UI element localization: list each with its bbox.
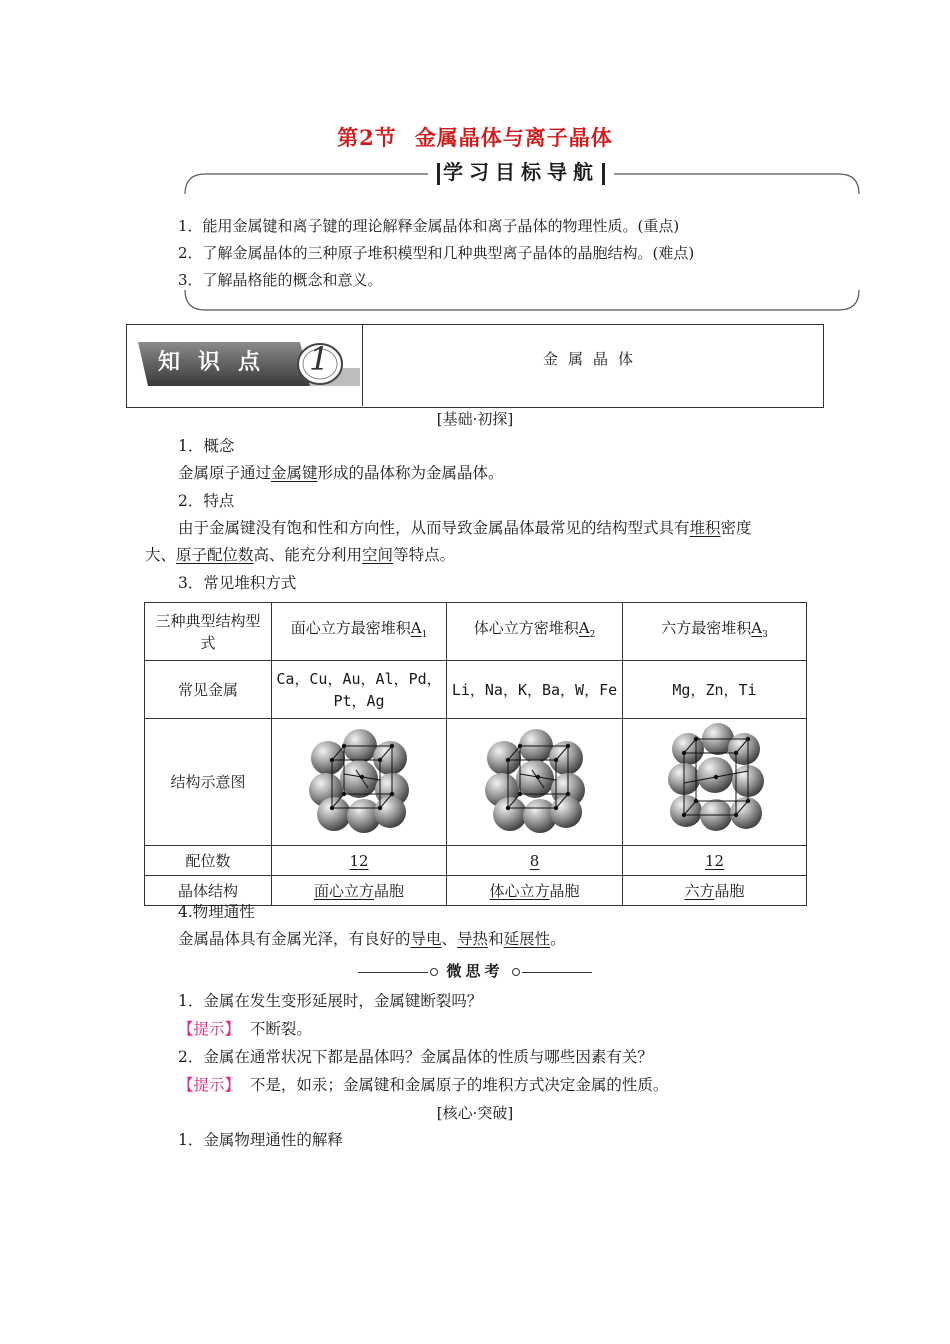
learning-goals-banner (428, 157, 614, 187)
table-row (145, 661, 807, 719)
core-tag: [核心·突破] (436, 1104, 514, 1122)
table-cell: 体心立方晶胞 (447, 876, 623, 906)
table-cell (623, 719, 807, 846)
table-cell: 结构示意图 (145, 719, 272, 846)
table-cell: 面心立方最密堆积$A_1$ (272, 603, 447, 661)
think-question-1: 1．金属在发生变形延展时，金属键断裂吗？ (178, 992, 483, 1010)
table-cell: 12 (623, 846, 807, 876)
table-cell: 8 (447, 846, 623, 876)
hint-tag: 【提示】 (178, 1020, 241, 1038)
table-row (145, 846, 807, 876)
knowledge-point-topic: 金属晶体 (542, 350, 643, 368)
hint-tag: 【提示】 (178, 1076, 241, 1094)
table-cell: Li，Na，K，Ba，W，Fe (447, 661, 623, 719)
think-divider (0, 960, 950, 981)
fcc-lattice-diagram (304, 724, 414, 834)
table-cell: 晶体结构 (145, 876, 272, 906)
physical-heading: 4.物理通性 (178, 903, 255, 921)
goal-item: 3．了解晶格能的概念和意义。 (178, 271, 383, 289)
table-cell: 常见金属 (145, 661, 272, 719)
stacking-table (144, 602, 807, 906)
feature-text-line2: 大、原子配位数高、能充分利用空间等特点。 (145, 546, 456, 564)
table-row (145, 719, 807, 846)
section-number: 第2节 (337, 125, 397, 150)
think-answer-2: 【提示】 不是，如汞；金属键和金属原子的堆积方式决定金属的性质。 (178, 1076, 669, 1094)
table-cell: 三种典型结构型式 (145, 603, 272, 661)
table-cell: 六方最密堆积$A_3$ (623, 603, 807, 661)
think-label: 微思考 (446, 962, 504, 980)
core-heading: 1．金属物理通性的解释 (178, 1131, 343, 1149)
table-cell: Mg，Zn，Ti (623, 661, 807, 719)
knowledge-point-label: 知识点 (158, 350, 279, 375)
basics-tag: [基础·初探] (436, 410, 514, 428)
table-cell: 12 (272, 846, 447, 876)
feature-text-line1: 由于金属键没有饱和性和方向性，从而导致金属晶体最常见的结构型式具有堆积密度 (178, 519, 752, 537)
table-cell: Ca，Cu，Au，Al，Pd，Pt，Ag (272, 661, 447, 719)
table-cell: 配位数 (145, 846, 272, 876)
table-cell: 体心立方密堆积$A_2$ (447, 603, 623, 661)
feature-heading: 2．特点 (178, 492, 235, 510)
table-cell: 面心立方晶胞 (272, 876, 447, 906)
stacking-heading: 3．常见堆积方式 (178, 574, 297, 592)
think-answer-1: 【提示】 不断裂。 (178, 1020, 312, 1038)
learning-goals-title: 学习目标导航 (443, 160, 599, 184)
goal-item: 2．了解金属晶体的三种原子堆积模型和几种典型离子晶体的晶胞结构。(难点) (178, 244, 695, 262)
table-cell: 六方晶胞 (623, 876, 807, 906)
section-name: 金属晶体与离子晶体 (414, 125, 613, 150)
table-row (145, 603, 807, 661)
goal-item: 1．能用金属键和离子键的理论解释金属晶体和离子晶体的物理性质。(重点) (178, 217, 680, 235)
section-title (0, 122, 950, 152)
concept-text: 金属原子通过金属键形成的晶体称为金属晶体。 (178, 464, 504, 482)
concept-heading: 1．概念 (178, 437, 235, 455)
physical-text: 金属晶体具有金属光泽，有良好的导电、导热和延展性。 (178, 930, 566, 948)
think-question-2: 2．金属在通常状况下都是晶体吗？金属晶体的性质与哪些因素有关？ (178, 1048, 653, 1066)
hcp-lattice-diagram (660, 719, 770, 839)
knowledge-point-number: 1 (309, 340, 330, 378)
table-cell (272, 719, 447, 846)
table-cell (447, 719, 623, 846)
bcc-lattice-diagram (480, 724, 590, 834)
